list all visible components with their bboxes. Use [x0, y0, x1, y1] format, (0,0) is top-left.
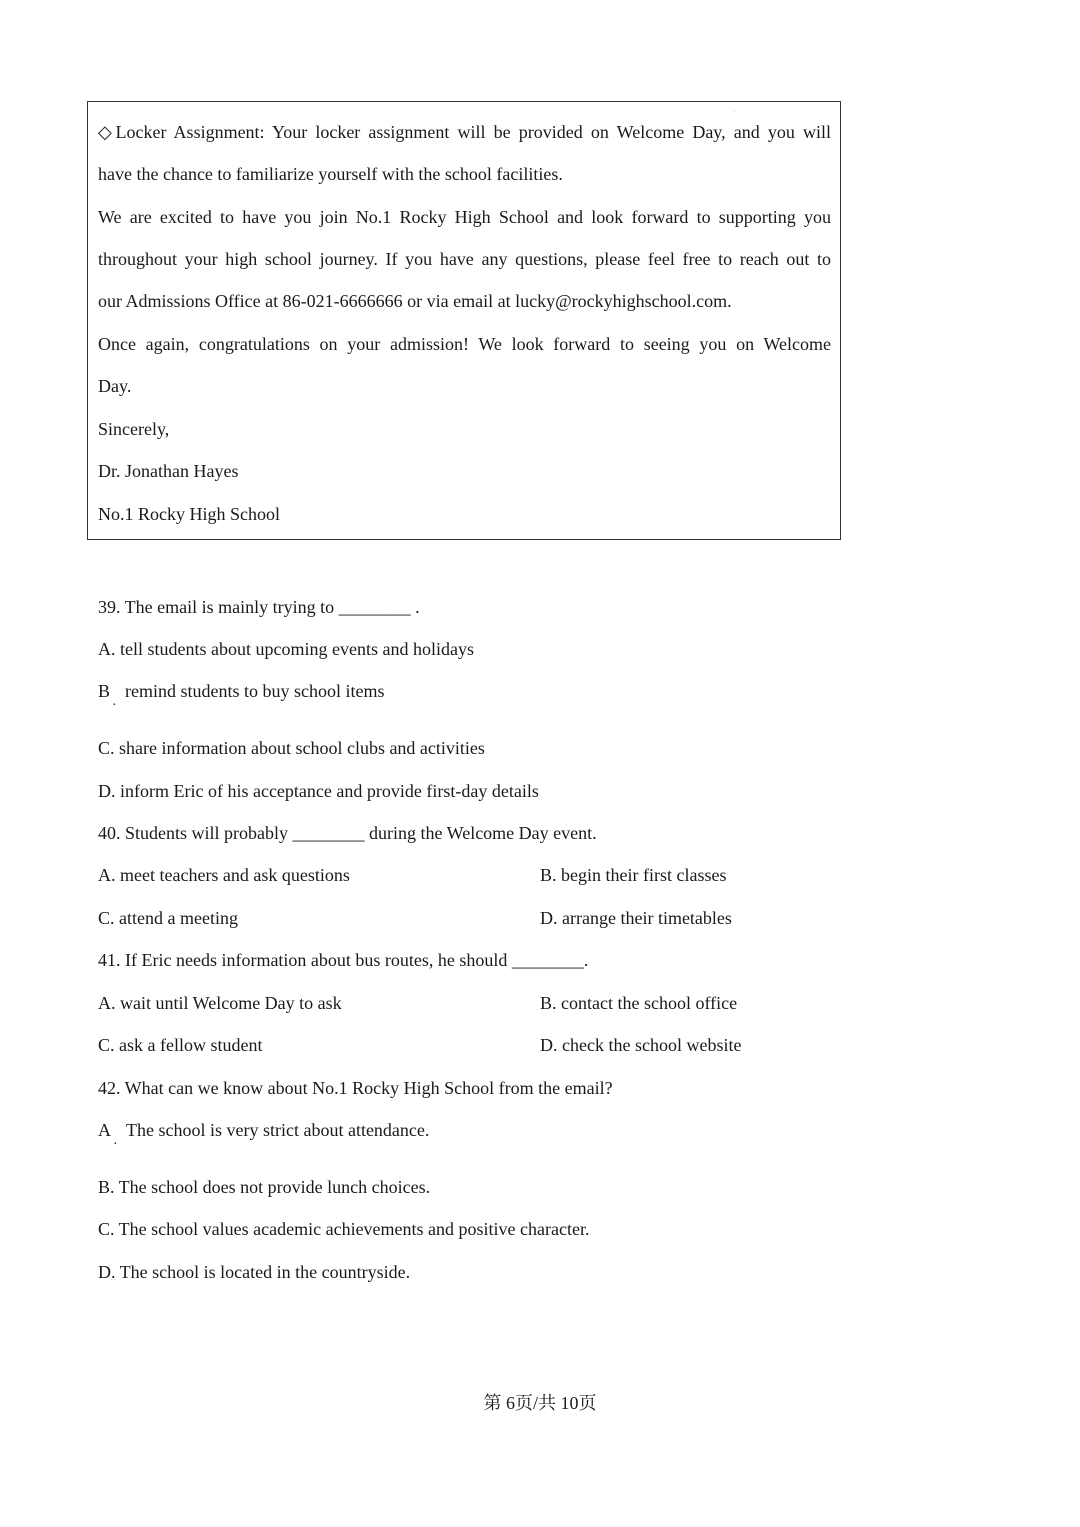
- question-42-stem: 42. What can we know about No.1 Rocky High School from the email?: [98, 1078, 613, 1098]
- question-42-option-a-letter: A: [98, 1120, 111, 1140]
- question-42-option-c: C. The school values academic achievements and positive character.: [98, 1219, 590, 1239]
- letter-excited-line-3: our Admissions Office at 86-021-6666666 or via email at lucky@rockyhighschool.com.: [98, 291, 732, 311]
- question-41-option-d: D. check the school website: [540, 1035, 742, 1055]
- question-40-option-a: A. meet teachers and ask questions: [98, 865, 350, 885]
- question-39-option-b-text: remind students to buy school items: [125, 681, 385, 701]
- letter-excited-line-1: We are excited to have you join No.1 Rocky High School and look forward to supporting you: [98, 207, 831, 227]
- question-39-option-b-letter: B: [98, 681, 111, 701]
- scan-mark: ·: [734, 109, 736, 115]
- page-number-footer: 第 6页/共 10页: [483, 1393, 597, 1413]
- letter-excited-line-2: throughout your high school journey. If you have any questions, please feel free to reach out to: [98, 249, 831, 269]
- letter-locker-line-2: have the chance to familiarize yourself with the school facilities.: [98, 164, 563, 184]
- question-39-option-d: D. inform Eric of his acceptance and provide first-day details: [98, 781, 539, 801]
- question-41-stem: 41. If Eric needs information about bus routes, he should ________.: [98, 950, 589, 970]
- question-39-option-c: C. share information about school clubs and activities: [98, 738, 485, 758]
- question-41-option-b: B. contact the school office: [540, 993, 738, 1013]
- question-40-stem: 40. Students will probably ________ during the Welcome Day event.: [98, 823, 597, 843]
- letter-locker-line-1: ◇Locker Assignment: Your locker assignment will be provided on Welcome Day, and you will: [98, 122, 831, 142]
- question-42-option-d: D. The school is located in the countryside.: [98, 1262, 411, 1282]
- question-40-option-c: C. attend a meeting: [98, 908, 238, 928]
- question-41-option-a: A. wait until Welcome Day to ask: [98, 993, 342, 1013]
- question-39-option-a: A. tell students about upcoming events and holidays: [98, 639, 474, 659]
- letter-school: No.1 Rocky High School: [98, 504, 280, 524]
- question-40-option-d: D. arrange their timetables: [540, 908, 732, 928]
- question-42-option-b: B. The school does not provide lunch choices.: [98, 1177, 431, 1197]
- question-41-option-c: C. ask a fellow student: [98, 1035, 263, 1055]
- letter-closing: Sincerely,: [98, 419, 170, 439]
- question-39-stem: 39. The email is mainly trying to ________ .: [98, 597, 420, 617]
- option-dot-marker: ·: [112, 698, 117, 713]
- letter-signer: Dr. Jonathan Hayes: [98, 461, 239, 481]
- question-42-option-a-text: The school is very strict about attendance.: [126, 1120, 430, 1140]
- option-dot-marker: ·: [113, 1137, 118, 1152]
- letter-congrats-line-1: Once again, congratulations on your admission! We look forward to seeing you on Welcome: [98, 334, 831, 354]
- question-40-option-b: B. begin their first classes: [540, 865, 727, 885]
- letter-congrats-line-2: Day.: [98, 376, 132, 396]
